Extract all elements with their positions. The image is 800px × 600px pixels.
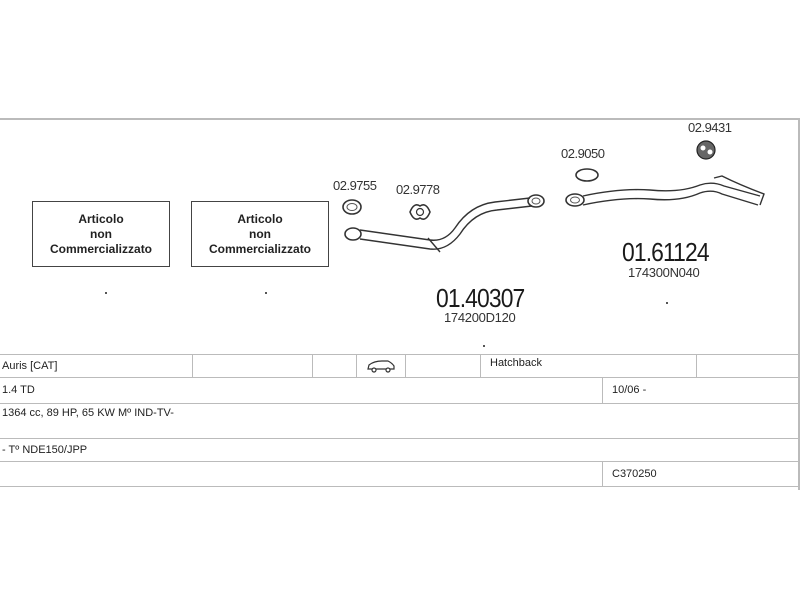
not-available-line1: Articolo	[78, 211, 124, 226]
gasket-ring-icon[interactable]	[343, 200, 361, 214]
not-available-line1: Articolo	[237, 211, 283, 226]
sealing-ring-icon[interactable]	[576, 169, 598, 181]
vehicle-type-code: - Tº NDE150/JPP	[2, 444, 88, 456]
vehicle-engine: 1.4 TD	[2, 384, 35, 396]
front-pipe-icon[interactable]	[345, 195, 544, 252]
table-row	[0, 439, 798, 462]
part-ref-label: 02.9050	[561, 146, 605, 161]
vehicle-date: 10/06 -	[612, 384, 647, 396]
table-row	[0, 422, 798, 439]
not-available-line3: Commercializzato	[208, 241, 312, 256]
catalog-code: C370250	[612, 468, 657, 480]
oe-number: 174200D120	[444, 310, 516, 325]
oe-number: 174300N040	[628, 265, 700, 280]
table-row	[0, 404, 798, 422]
part-number[interactable]: 01.61124	[622, 237, 709, 267]
table-row	[0, 354, 798, 378]
part-ref-label: 02.9778	[396, 182, 440, 197]
not-available-line2: non	[90, 226, 112, 241]
table-row	[0, 377, 798, 404]
part-number[interactable]: 01.40307	[436, 283, 525, 313]
flange-gasket-icon[interactable]	[410, 205, 430, 219]
not-available-line2: non	[249, 226, 271, 241]
table-row	[0, 462, 798, 487]
rubber-mount-icon[interactable]	[697, 141, 715, 159]
part-ref-label: 02.9431	[688, 120, 732, 135]
vehicle-body-type: Hatchback	[490, 357, 542, 369]
car-icon	[364, 355, 396, 377]
vehicle-specs: 1364 cc, 89 HP, 65 KW Mº IND-TV-	[2, 407, 174, 419]
tail-pipe-icon[interactable]	[566, 176, 764, 206]
not-available-line3: Commercializzato	[49, 241, 153, 256]
vehicle-model: Auris [CAT]	[2, 360, 58, 372]
part-ref-label: 02.9755	[333, 178, 377, 193]
